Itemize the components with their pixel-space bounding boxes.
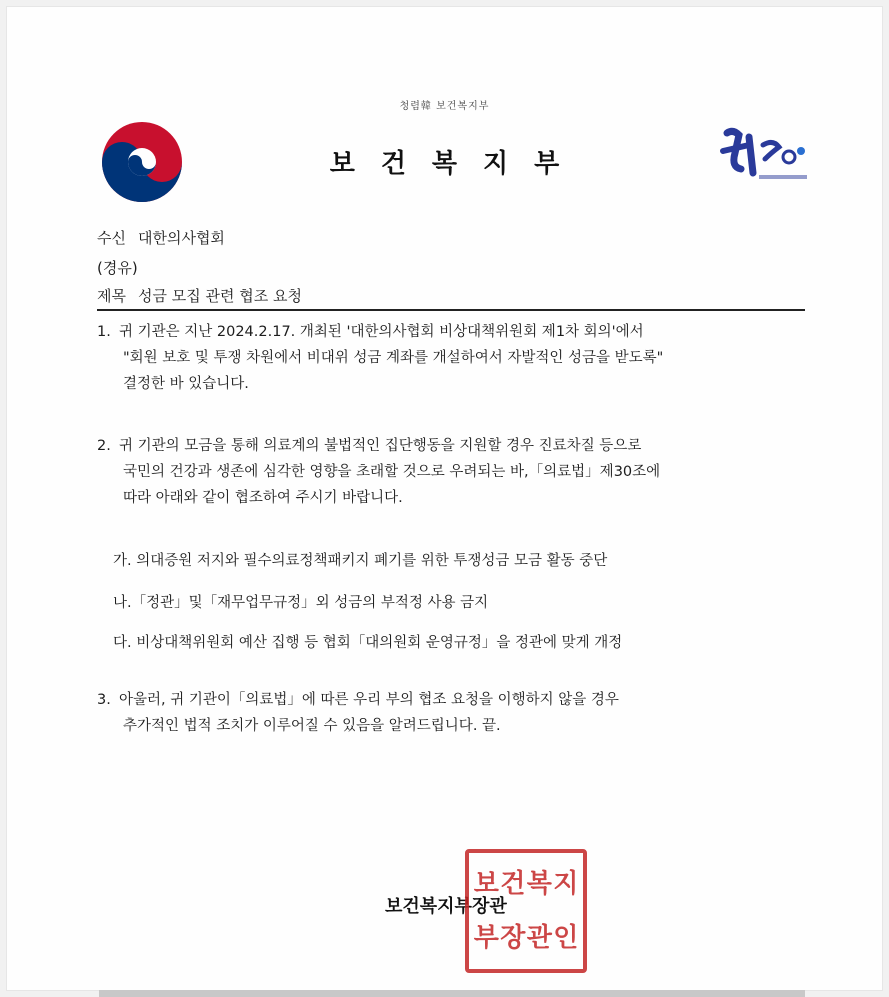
- seal-char: 인: [553, 923, 579, 953]
- paragraph-number: 1.: [97, 324, 111, 340]
- recipient: 대한의사협회: [137, 229, 225, 247]
- paragraph-1: [97, 319, 817, 397]
- official-seal: [465, 849, 587, 973]
- footer-bar: [99, 990, 805, 997]
- seal-char: 건: [500, 869, 526, 899]
- recipient-line: [97, 227, 225, 248]
- header-divider: [97, 309, 805, 311]
- paragraph-3: [97, 687, 817, 739]
- seal-char: 지: [553, 869, 579, 899]
- paragraph-line: 결정한 바 있습니다.: [123, 376, 249, 392]
- seal-char: 장: [500, 923, 526, 953]
- seal-char: 관: [526, 923, 552, 953]
- paragraph-line: 귀 기관은 지난 2024.2.17. 개최된 '대한의사협회 비상대책위원회 제1차 회의'에서: [119, 324, 644, 340]
- list-item: 나.「정관」및「재무업무규정」외 성금의 부적정 사용 금지: [113, 595, 489, 611]
- subject-label: 제목: [97, 287, 126, 305]
- via-line: [97, 257, 138, 278]
- document-page: [6, 6, 883, 991]
- recipient-label: 수신: [97, 229, 126, 247]
- slogan: 청렴韓 보건복지부: [399, 101, 490, 112]
- subject-line: [97, 285, 302, 306]
- signer-name: 보건복지부장관: [385, 896, 507, 917]
- ministry-title: 보건복지부: [329, 149, 586, 179]
- via-label: (경유): [97, 259, 138, 277]
- list-item: 다. 비상대책위원회 예산 집행 등 협회「대의원회 운영규정」을 정관에 맞게 개정: [113, 635, 623, 651]
- paragraph-number: 3.: [97, 692, 111, 708]
- paragraph-2: [97, 433, 817, 511]
- paragraph-number: 2.: [97, 438, 111, 454]
- paragraph-line: 국민의 건강과 생존에 심각한 영향을 초래할 것으로 우려되는 바,「의료법」제30조에: [123, 464, 661, 480]
- campaign-logo: [719, 123, 815, 195]
- paragraph-line: 아울러, 귀 기관이「의료법」에 따른 우리 부의 협조 요청을 이행하지 않을 경우: [119, 692, 619, 708]
- subject: 성금 모집 관련 협조 요청: [137, 287, 302, 305]
- integrity-logo-icon: [719, 123, 815, 195]
- paragraph-line: 추가적인 법적 조치가 이루어질 수 있음을 알려드립니다. 끝.: [123, 718, 501, 734]
- paragraph-line: "회원 보호 및 투쟁 차원에서 비대위 성금 계좌를 개설하여서 자발적인 성금을 받도록": [123, 350, 664, 366]
- paragraph-line: 따라 아래와 같이 협조하여 주시기 바랍니다.: [123, 490, 403, 506]
- seal-char: 부: [473, 923, 499, 953]
- seal-char: 보: [473, 869, 499, 899]
- list-item: 가. 의대증원 저지와 필수의료정책패키지 폐기를 위한 투쟁성금 모금 활동 중단: [113, 553, 608, 569]
- seal-char: 복: [526, 869, 552, 899]
- paragraph-line: 귀 기관의 모금을 통해 의료계의 불법적인 집단행동을 지원할 경우 진료차질 등으로: [119, 438, 642, 454]
